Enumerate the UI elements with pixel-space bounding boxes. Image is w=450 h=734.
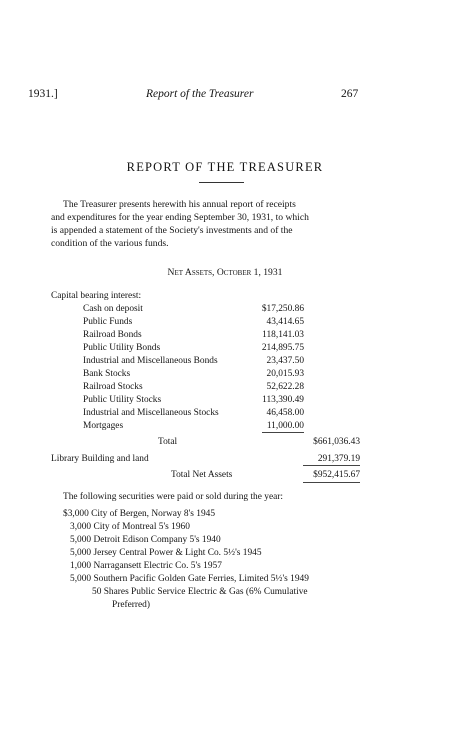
net-assets-heading: Net Assets, October 1, 1931 [167,267,283,278]
asset-value: $17,250.86 [261,304,304,314]
net-assets-value: $952,415.67 [313,470,360,480]
asset-value: 43,414.65 [266,317,304,327]
running-header-year: 1931.] [28,88,58,100]
library-value: 291,379.19 [317,454,360,464]
intro-line-3: is appended a statement of the Society's investments and of the [51,225,293,236]
security-item: 1,000 Narragansett Electric Co. 5's 1957 [70,561,222,571]
asset-value: 214,895.75 [261,343,304,353]
title-rule [199,182,244,183]
report-title: REPORT OF THE TREASURER [126,160,324,174]
asset-label: Public Utility Bonds [83,343,161,353]
library-label: Library Building and land [51,454,149,464]
securities-intro: The following securities were paid or sold during the year: [63,492,283,502]
intro-line-2: and expenditures for the year ending September 30, 1931, to which [51,212,309,223]
page-number: 267 [341,88,359,100]
net-assets-label: Total Net Assets [171,470,233,480]
security-item: 5,000 Detroit Edison Company 5's 1940 [70,535,221,545]
asset-value: 46,458.00 [266,408,304,418]
security-item: $3,000 City of Bergen, Norway 8's 1945 [63,509,216,519]
total-rule [303,465,360,466]
asset-label: Public Funds [83,317,133,327]
net-assets-rule [303,482,360,483]
asset-value: 20,015.93 [266,369,304,379]
asset-label: Industrial and Miscellaneous Bonds [83,356,218,366]
capital-label: Capital bearing interest: [51,291,142,301]
asset-value: 113,390.49 [262,395,304,405]
asset-label: Industrial and Miscellaneous Stocks [83,408,219,418]
asset-value: 23,437.50 [266,356,304,366]
security-item: 3,000 City of Montreal 5's 1960 [70,522,190,532]
asset-label: Public Utility Stocks [83,395,162,405]
subtotal-rule [262,432,304,433]
running-header-title: Report of the Treasurer [146,88,254,100]
asset-label: Railroad Bonds [83,330,142,340]
asset-label: Cash on deposit [83,304,143,314]
asset-value: 52,622.28 [266,382,304,392]
asset-value: 11,000.00 [266,421,304,431]
total-value: $661,036.43 [313,437,360,447]
security-item: 5,000 Southern Pacific Golden Gate Ferries, Limited 5½'s 1949 [70,574,309,584]
asset-value: 118,141.03 [262,330,304,340]
intro-line-1: The Treasurer presents herewith his annual report of receipts [63,199,296,210]
asset-label: Bank Stocks [83,369,131,379]
asset-label: Railroad Stocks [83,382,143,392]
shares-line: 50 Shares Public Service Electric & Gas (6% Cumulative [92,587,308,597]
intro-line-4: condition of the various funds. [51,238,169,249]
total-label: Total [158,437,178,447]
shares-line-continued: Preferred) [112,600,150,610]
security-item: 5,000 Jersey Central Power & Light Co. 5½'s 1945 [70,548,262,558]
asset-label: Mortgages [83,421,124,431]
